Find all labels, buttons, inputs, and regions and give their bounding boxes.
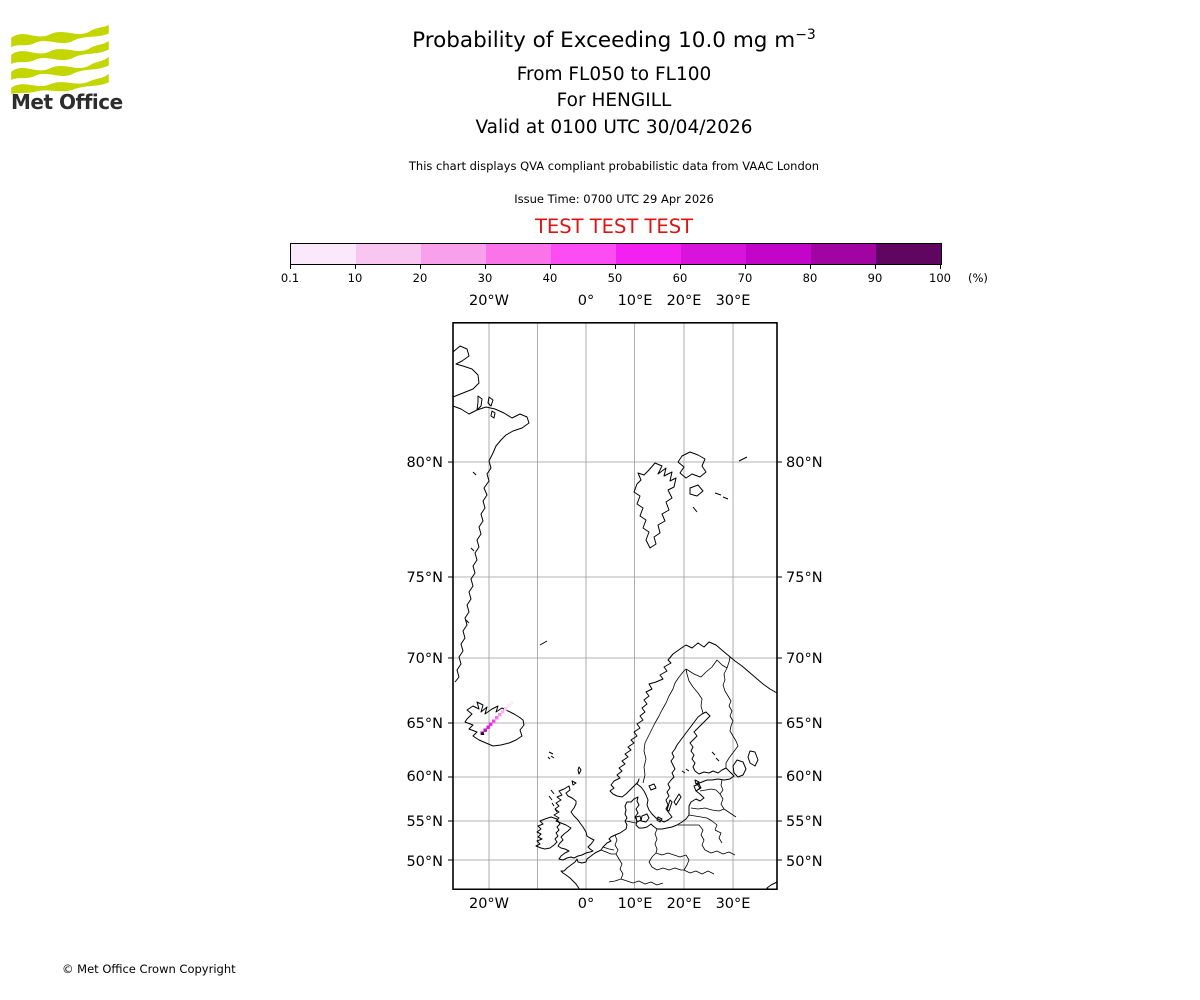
- lat-label-right: 50°N: [786, 854, 823, 870]
- page-title: Probability of Exceeding 10.0 mg $m^{-3}$: [412, 27, 816, 53]
- lon-label-bottom: 10°E: [617, 896, 653, 912]
- great-britain-coast: [554, 786, 594, 860]
- lat-label-right: 60°N: [786, 769, 823, 785]
- lon-label-bottom: 20°W: [468, 896, 510, 912]
- colorbar-segment: [421, 244, 486, 264]
- greenland-fjord: [477, 396, 482, 410]
- lakes: [649, 751, 758, 790]
- colorbar-tick-label: 100: [929, 271, 951, 285]
- colorbar-segment: [746, 244, 811, 264]
- lon-label-top: 10°E: [617, 293, 653, 309]
- qva-note: This chart displays QVA compliant probabilistic data from VAAC London: [408, 159, 820, 173]
- colorbar-tick-label: 10: [347, 271, 363, 285]
- subtitle-valid-time: Valid at 0100 UTC 30/04/2026: [475, 117, 753, 138]
- colorbar-tick: [875, 264, 876, 269]
- lon-label-top: 0°: [577, 293, 595, 309]
- colorbar-tick-label: 30: [477, 271, 493, 285]
- colorbar-tick-label: 40: [542, 271, 558, 285]
- colorbar-segment: [681, 244, 746, 264]
- svalbard-islets: [693, 457, 747, 512]
- colorbar-tick-label: 70: [737, 271, 753, 285]
- lat-label-right: 75°N: [786, 570, 823, 586]
- colorbar-tick: [680, 264, 681, 269]
- lat-label-right: 70°N: [786, 651, 823, 667]
- svalbard-nordaustlandet: [678, 452, 706, 478]
- subtitle-flight-levels: From FL050 to FL100: [516, 64, 712, 85]
- lat-label-right: 55°N: [786, 814, 823, 830]
- colorbar-segment: [616, 244, 681, 264]
- graticule: [453, 322, 777, 890]
- faroe-islands: [548, 752, 554, 759]
- lat-label-left: 55°N: [406, 814, 443, 830]
- test-banner: TEST TEST TEST: [535, 215, 693, 238]
- lon-label-top: 20°W: [468, 293, 510, 309]
- colorbar-tick: [940, 264, 941, 269]
- coastlines: [453, 346, 777, 890]
- lat-label-left: 75°N: [406, 570, 443, 586]
- colorbar-segment: [356, 244, 421, 264]
- lat-label-right: 65°N: [786, 716, 823, 732]
- subtitle-volcano: For HENGILL: [556, 90, 672, 111]
- colorbar-segment: [811, 244, 876, 264]
- ireland-coast: [536, 817, 560, 849]
- greenland-coast: [453, 346, 479, 397]
- lon-label-top: 20°E: [666, 293, 702, 309]
- axis-ticks: [448, 462, 782, 860]
- shetland-orkney-hebrides: [549, 767, 581, 812]
- colorbar-tick: [355, 264, 356, 269]
- iceland-coast: [465, 702, 524, 746]
- lat-label-left: 70°N: [406, 651, 443, 667]
- colorbar-tick-label: 50: [607, 271, 623, 285]
- colorbar-segment: [486, 244, 551, 264]
- colorbar-unit-label: (%): [968, 271, 988, 285]
- colorbar-tick: [615, 264, 616, 269]
- lat-label-left: 80°N: [406, 455, 443, 471]
- probability-colorbar: [290, 243, 942, 265]
- lon-label-bottom: 0°: [577, 896, 595, 912]
- colorbar-segment: [551, 244, 616, 264]
- lat-label-left: 60°N: [406, 769, 443, 785]
- lat-label-left: 50°N: [406, 854, 443, 870]
- copyright-notice: © Met Office Crown Copyright: [62, 962, 236, 976]
- colorbar-tick: [485, 264, 486, 269]
- colorbar-tick: [810, 264, 811, 269]
- svalbard-edgeoya: [690, 485, 703, 496]
- greenland-coast: [453, 406, 529, 682]
- colorbar-tick: [290, 264, 291, 269]
- lon-label-bottom: 20°E: [666, 896, 702, 912]
- colorbar-tick-label: 80: [802, 271, 818, 285]
- colorbar-segment: [291, 244, 356, 264]
- colorbar-tick: [745, 264, 746, 269]
- lon-label-top: 30°E: [715, 293, 751, 309]
- title-superscript: −3: [795, 27, 816, 43]
- svalbard-spitsbergen: [634, 463, 676, 548]
- colorbar-tick-label: 20: [412, 271, 428, 285]
- colorbar-tick-label: 60: [672, 271, 688, 285]
- colorbar-tick-label: 90: [867, 271, 883, 285]
- mercator-map: [447, 322, 783, 890]
- colorbar-tick: [420, 264, 421, 269]
- jan-mayen: [540, 641, 547, 645]
- colorbar-segment: [876, 244, 941, 264]
- colorbar-tick-label: 0.1: [280, 271, 300, 285]
- colorbar-tick: [550, 264, 551, 269]
- lon-label-bottom: 30°E: [715, 896, 751, 912]
- lat-label-right: 80°N: [786, 455, 823, 471]
- issue-time: Issue Time: 0700 UTC 29 Apr 2026: [514, 192, 714, 206]
- logo-wordmark: Met Office: [11, 90, 123, 114]
- map-border: [453, 323, 777, 890]
- lat-label-left: 65°N: [406, 716, 443, 732]
